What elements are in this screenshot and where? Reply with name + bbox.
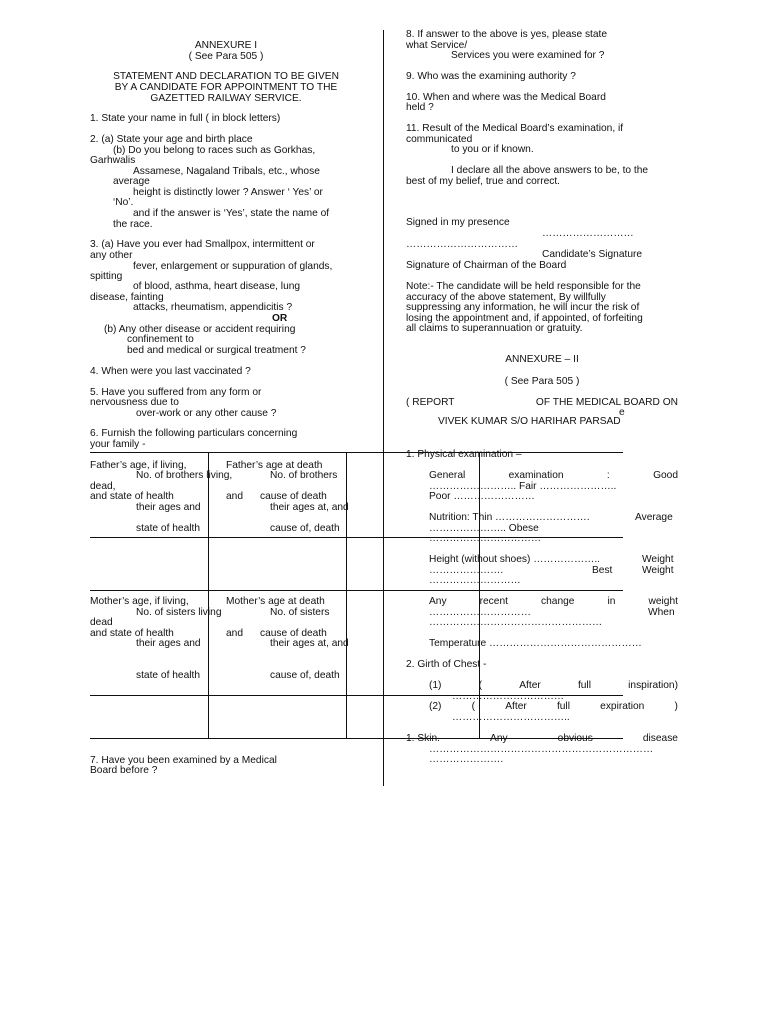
table-divider [346, 452, 347, 738]
question-2b-line: (b) Do you belong to races such as Gorkhas, [113, 145, 316, 156]
nutrition-line: ………………….. Obese [429, 523, 539, 534]
question-9: 9. Who was the examining authority ? [406, 71, 576, 82]
table-rule [90, 537, 623, 538]
father-cell: and [226, 491, 243, 502]
recent-change-line: ………………………… [429, 607, 531, 618]
heading-line-1: STATEMENT AND DECLARATION TO BE GIVEN [113, 71, 339, 82]
column-divider [383, 30, 384, 786]
father-cell: cause of death [260, 491, 327, 502]
question-2b-line: Assamese, Nagaland Tribals, etc., whose [133, 166, 320, 177]
question-3a-line: of blood, asthma, heart disease, lung [133, 281, 301, 292]
annexure-1-para: ( See Para 505 ) [188, 51, 264, 62]
question-3a-line: disease, fainting [90, 292, 164, 303]
father-cell: cause of, death [270, 523, 340, 534]
heading-line-2: BY A CANDIDATE FOR APPOINTMENT TO THE [114, 82, 338, 93]
general-exam-line: Poor …………………… [429, 491, 535, 502]
table-rule [90, 452, 623, 453]
report-heading-letter: e [619, 407, 625, 418]
girth-dots: …………………………… [452, 691, 565, 702]
question-4: 4. When were you last vaccinated ? [90, 366, 251, 377]
general-exam-row [429, 470, 678, 481]
father-cell: their ages at, and [270, 502, 349, 513]
height-line: Weight [642, 565, 674, 576]
note-line: Note:- The candidate will be held responsible for the [406, 281, 641, 292]
father-cell: No. of brothers living, [136, 470, 233, 481]
recent-change-line: …………………………………………… [429, 617, 603, 628]
skin-dots: …………………. [429, 754, 504, 765]
question-6-line: 6. Furnish the following particulars concerning [90, 428, 298, 439]
recent-change-cell: recent [479, 596, 508, 607]
girth-heading: 2. Girth of Chest - [406, 659, 487, 670]
temperature-line: Temperature ……………………………………… [429, 638, 642, 649]
question-2b-line: average [113, 176, 150, 187]
question-2a: 2. (a) State your age and birth place [90, 134, 253, 145]
question-8-line: 8. If answer to the above is yes, please state [406, 29, 608, 40]
mother-cell: state of health [136, 670, 201, 681]
annexure-2-title: ANNEXURE – II [505, 354, 579, 365]
skin-cell: 1. Skin. [406, 733, 440, 744]
table-rule [90, 590, 623, 591]
table-divider [208, 452, 209, 738]
annexure-2-para: ( See Para 505 ) [504, 376, 580, 387]
question-5-line: over-work or any other cause ? [136, 408, 277, 419]
question-3a-line: spitting [90, 271, 123, 282]
question-3a-line: fever, enlargement or suppuration of glands, [133, 261, 333, 272]
mother-cell: Mother’s age, if living, [90, 596, 189, 607]
question-2b-line: and if the answer is ‘Yes’, state the name of [133, 208, 330, 219]
general-exam-line: …………………….. Fair ………………….. [429, 481, 617, 492]
question-11-line: communicated [406, 134, 473, 145]
declaration-line: I declare all the above answers to be, to the [451, 165, 649, 176]
general-exam-cell: General [429, 470, 466, 481]
mother-cell: and [226, 628, 243, 639]
question-5-line: nervousness due to [90, 397, 179, 408]
question-6-line: your family - [90, 439, 146, 450]
mother-cell: dead [90, 617, 113, 628]
question-2b-line: the race. [113, 219, 153, 230]
note-line: suppressing any information, he will incur the risk of [406, 302, 640, 313]
candidate-name: VIVEK KUMAR S/O HARIHAR PARSAD [438, 416, 621, 427]
question-10-line: held ? [406, 102, 434, 113]
mother-cell: Mother’s age at death [226, 596, 325, 607]
recent-change-cell: change [541, 596, 575, 607]
question-2b-line: ‘No’. [113, 197, 134, 208]
question-2b-line: Garhwalis [90, 155, 136, 166]
girth-cell: inspiration) [628, 680, 678, 691]
report-heading: ( REPORT [406, 397, 455, 408]
father-cell: dead, [90, 481, 116, 492]
question-10-line: 10. When and where was the Medical Board [406, 92, 606, 103]
physical-exam-heading: 1. Physical examination – [406, 449, 522, 460]
recent-change-cell: weight [648, 596, 678, 607]
skin-cell: obvious [557, 733, 593, 744]
skin-cell: Any [490, 733, 508, 744]
question-3a-line: any other [90, 250, 133, 261]
girth-cell: full [577, 680, 591, 691]
mother-cell: No. of sisters [270, 607, 330, 618]
father-cell: state of health [136, 523, 201, 534]
question-5-line: 5. Have you suffered from any form or [90, 387, 262, 398]
girth-cell: ( [478, 680, 483, 691]
mother-cell: and state of health [90, 628, 174, 639]
mother-cell: No. of sisters living [136, 607, 222, 618]
question-8-line: Services you were examined for ? [451, 50, 605, 61]
question-11-line: to you or if known. [451, 144, 534, 155]
signature-dots: …………………………… [406, 239, 519, 250]
father-cell: their ages and [136, 502, 201, 513]
note-line: losing the appointment and, if appointed, of forfeiting [406, 313, 643, 324]
height-line: Height (without shoes) ……………….. [429, 554, 600, 565]
note-line: all claims to superannuation or gratuity. [406, 323, 583, 334]
question-8-line: what Service/ [406, 40, 468, 51]
recent-change-cell: in [607, 596, 616, 607]
girth-cell: full [556, 701, 570, 712]
question-2b-line: height is distinctly lower ? Answer ‘ Yes’ or [133, 187, 323, 198]
skin-cell: disease [642, 733, 678, 744]
note-line: accuracy of the above statement, By willfully [406, 292, 606, 303]
question-7-line: 7. Have you been examined by a Medical [90, 755, 277, 766]
height-line: Best [592, 565, 613, 576]
nutrition-line: Nutrition: Thin ………………………. [429, 512, 590, 523]
question-3a-line: 3. (a) Have you ever had Smallpox, intermittent or [90, 239, 315, 250]
question-11-line: 11. Result of the Medical Board’s examination, if [406, 123, 624, 134]
mother-cell: their ages at, and [270, 638, 349, 649]
recent-change-cell: Any [429, 596, 447, 607]
height-line: Weight [642, 554, 674, 565]
height-line: ……………………… [429, 575, 521, 586]
report-heading: OF THE MEDICAL BOARD ON [535, 397, 678, 408]
declaration-line: best of my belief, true and correct. [406, 176, 561, 187]
father-cell: and state of health [90, 491, 174, 502]
general-exam-cell: Good [653, 470, 678, 481]
or-separator: OR [272, 313, 288, 324]
mother-cell: cause of, death [270, 670, 340, 681]
skin-dots: ………………………………………………………… [429, 744, 654, 755]
girth-cell: After [505, 701, 527, 712]
father-cell: No. of brothers [270, 470, 338, 481]
signature-dots: ……………………… [542, 228, 634, 239]
girth-cell: expiration [600, 701, 645, 712]
general-exam-cell: examination [508, 470, 564, 481]
girth-cell: (2) [429, 701, 442, 712]
candidate-signature-label: Candidate’s Signature [542, 249, 643, 260]
annexure-1-title: ANNEXURE I [194, 40, 258, 51]
chairman-signature-label: Signature of Chairman of the Board [406, 260, 567, 271]
question-3b-line: confinement to [127, 334, 194, 345]
girth-cell: After [519, 680, 541, 691]
skin-row [406, 733, 678, 744]
question-1: 1. State your name in full ( in block letters) [90, 113, 281, 124]
nutrition-line: …………………………… [429, 533, 542, 544]
father-cell: Father’s age, if living, [90, 460, 187, 471]
mother-cell: cause of death [260, 628, 327, 639]
signed-label: Signed in my presence [406, 217, 510, 228]
girth-cell: ( [471, 701, 476, 712]
heading-line-3: GAZETTED RAILWAY SERVICE. [150, 93, 302, 104]
question-3a-line: attacks, rheumatism, appendicitis ? [133, 302, 293, 313]
girth-dots: …………………………….. [452, 712, 570, 723]
mother-cell: their ages and [136, 638, 201, 649]
height-line: …………………. [429, 565, 504, 576]
girth-row-2 [429, 701, 678, 712]
recent-change-line: When [648, 607, 675, 618]
father-cell: Father’s age at death [226, 460, 323, 471]
girth-cell: (1) [429, 680, 442, 691]
question-3b-line: (b) Any other disease or accident requiring [104, 324, 296, 335]
question-3b-line: bed and medical or surgical treatment ? [127, 345, 306, 356]
question-7-line: Board before ? [90, 765, 158, 776]
girth-cell: ) [674, 701, 678, 712]
girth-row-1 [429, 680, 678, 691]
general-exam-cell: : [606, 470, 610, 481]
recent-change-row [429, 596, 678, 607]
nutrition-line: Average [635, 512, 673, 523]
